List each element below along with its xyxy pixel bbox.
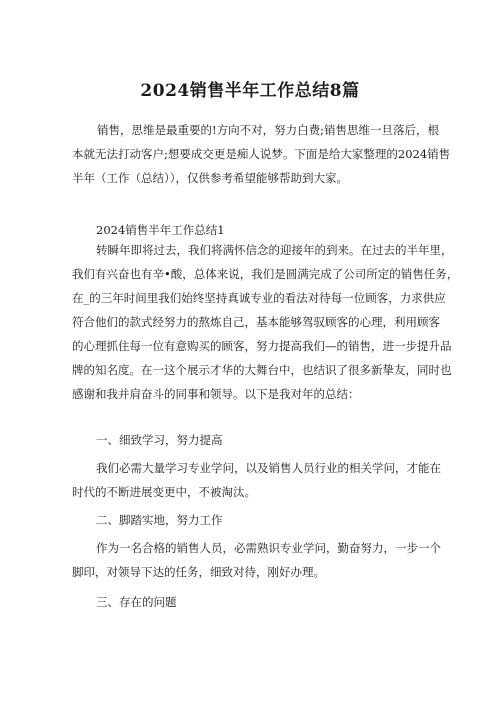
intro-line-1: 销售，思维是最重要的!方向不对，努力白费;销售思维一旦落后，根 (97, 123, 439, 137)
section-title: 2024销售半年工作总结1 (96, 223, 225, 237)
heading-2-line-2: 脚印，对领导下达的任务，细致对待，刚好办理。 (72, 565, 325, 579)
heading-1-line-2: 时代的不断进展变更中，不被淘汰。 (72, 485, 256, 499)
body-line-7: 感谢和我并肩奋斗的同事和领导。以下是我对年的总结： (72, 387, 360, 401)
body-line-3: 在_的三年时间里我们始终坚持真诚专业的看法对待每一位顾客，力求供应 (72, 291, 446, 305)
heading-1: 一、细致学习，努力提高 (96, 433, 223, 447)
intro-line-3: 半年（工作（总结）），仅供参考希望能够帮助到大家。 (72, 171, 348, 185)
intro-line-2: 本就无法打动客户;想要成交更是痴人说梦。下面是给大家整理的2024销售 (72, 147, 451, 161)
body-line-2: 我们有兴奋也有辛•酸，总体来说，我们是圆满完成了公司所定的销售任务， (72, 267, 459, 281)
intro-paragraph (72, 118, 451, 190)
heading-3: 三、存在的问题 (96, 595, 177, 609)
heading-2: 二、脚踏实地，努力工作 (96, 513, 223, 527)
body-line-1: 转瞬年即将过去，我们将满怀信念的迎接年的到来。在过去的半年里， (96, 243, 453, 257)
body-paragraph (72, 238, 459, 406)
body-line-4: 符合他们的款式经努力的熬炼自己，基本能够驾驭顾客的心理，利用顾客 (72, 315, 440, 329)
body-line-6: 牌的知名度。在一这个展示才华的大舞台中，也结识了很多新挚友，同时也 (72, 363, 452, 377)
heading-1-line-1: 我们必需大量学习专业学问，以及销售人员行业的相关学问，才能在 (96, 461, 441, 475)
heading-1-paragraph (72, 456, 441, 504)
document-title: 2024销售半年工作总结8篇 (140, 81, 360, 101)
body-line-5: 的心理抓住每一位有意购买的顾客，努力提高我们—的销售，进一步提升品 (72, 339, 452, 353)
heading-2-line-1: 作为一名合格的销售人员，必需熟识专业学问，勤奋努力，一步一个 (96, 541, 441, 555)
heading-2-paragraph (72, 536, 441, 584)
